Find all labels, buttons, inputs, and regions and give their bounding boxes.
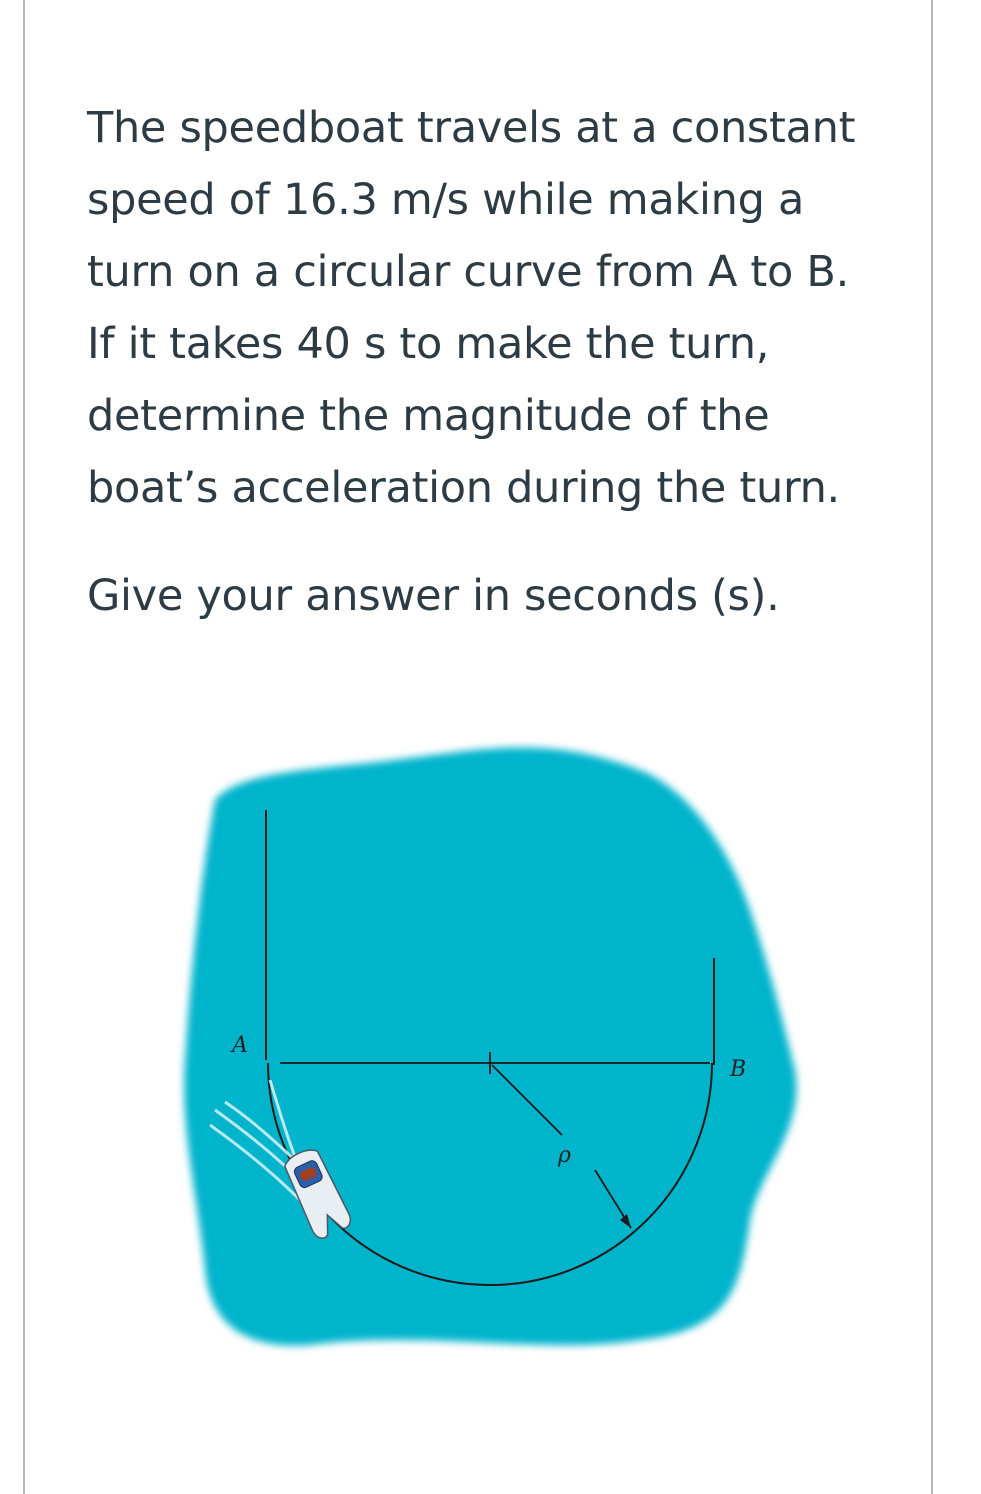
question-line: The speedboat travels at a constant: [87, 103, 856, 153]
speedboat-diagram: [170, 730, 810, 1370]
question-line: boat’s acceleration during the turn.: [87, 463, 840, 513]
question-line: determine the magnitude of the: [87, 391, 770, 441]
label-b: B: [730, 1057, 747, 1082]
question-text: [87, 92, 907, 632]
question-line: If it takes 40 s to make the turn,: [87, 319, 770, 369]
left-border: [23, 0, 25, 1494]
question-line: speed of 16.3 m/s while making a: [87, 175, 805, 225]
answer-instruction: Give your answer in seconds (s).: [87, 571, 780, 621]
water-region: [184, 748, 796, 1346]
label-rho: ρ: [558, 1143, 571, 1168]
label-a: A: [232, 1033, 248, 1058]
right-border: [931, 0, 933, 1494]
diagram-svg: [170, 730, 810, 1370]
question-line: turn on a circular curve from A to B.: [87, 247, 849, 297]
